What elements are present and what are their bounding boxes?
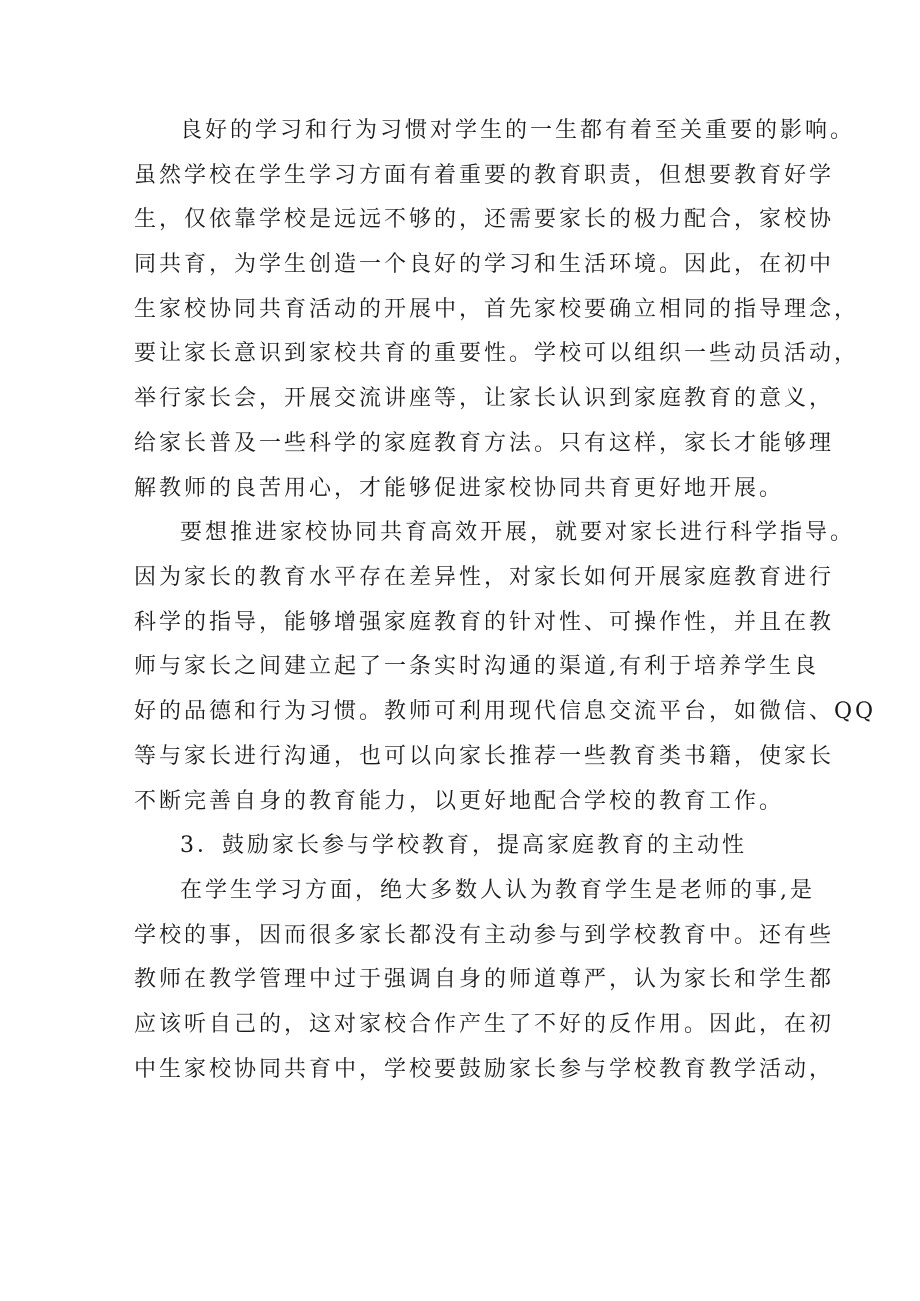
paragraph-3-line-5: 中生家校协同共育中，学校要鼓励家长参与学校教育教学活动，: [134, 1057, 835, 1082]
paragraph-2-line-3: 科学的指导，能够增强家庭教育的针对性、可操作性，并且在教: [134, 610, 835, 635]
paragraph-1-line-2: 虽然学校在学生学习方面有着重要的教育职责，但想要教育好学: [134, 163, 835, 188]
paragraph-3-line-3: 教师在教学管理中过于强调自身的师道尊严，认为家长和学生都: [134, 967, 835, 992]
paragraph-1-line-9: 解教师的良苦用心，才能够促进家校协同共育更好地开展。: [134, 476, 785, 501]
paragraph-3-line-2: 学校的事，因而很多家长都没有主动参与到学校教育中。还有些: [134, 923, 835, 948]
paragraph-1-line-7: 举行家长会，开展交流讲座等，让家长认识到家庭教育的意义，: [134, 386, 835, 411]
paragraph-2-line-4: 师与家长之间建立起了一条实时沟通的渠道,有利于培养学生良: [134, 654, 819, 679]
paragraph-1-line-3: 生，仅依靠学校是远远不够的，还需要家长的极力配合，家校协: [134, 207, 835, 232]
paragraph-2-line-7: 不断完善自身的教育能力，以更好地配合学校的教育工作。: [134, 789, 785, 814]
section-heading: 3．鼓励家长参与学校教育，提高家庭教育的主动性: [180, 833, 747, 858]
paragraph-2-line-5: 好的品德和行为习惯。教师可利用现代信息交流平台，如微信、QQ: [134, 699, 877, 724]
paragraph-1-line-6: 要让家长意识到家校共育的重要性。学校可以组织一些动员活动，: [134, 341, 860, 366]
paragraph-3-line-4: 应该听自己的，这对家校合作产生了不好的反作用。因此，在初: [134, 1012, 835, 1037]
paragraph-2-line-2: 因为家长的教育水平存在差异性，对家长如何开展家庭教育进行: [134, 565, 835, 590]
paragraph-2-line-6: 等与家长进行沟通，也可以向家长推荐一些教育类书籍，使家长: [134, 744, 835, 769]
paragraph-2-line-1: 要想推进家校协同共育高效开展，就要对家长进行科学指导。: [180, 520, 856, 545]
paragraph-1-line-8: 给家长普及一些科学的家庭教育方法。只有这样，家长才能够理: [134, 431, 835, 456]
paragraph-1-line-1: 良好的学习和行为习惯对学生的一生都有着至关重要的影响。: [180, 118, 856, 143]
paragraph-1-line-4: 同共育，为学生创造一个良好的学习和生活环境。因此，在初中: [134, 252, 835, 277]
paragraph-1-line-5: 生家校协同共育活动的开展中，首先家校要确立相同的指导理念，: [134, 297, 860, 322]
paragraph-3-line-1: 在学生学习方面，绝大多数人认为教育学生是老师的事,是: [180, 878, 815, 903]
